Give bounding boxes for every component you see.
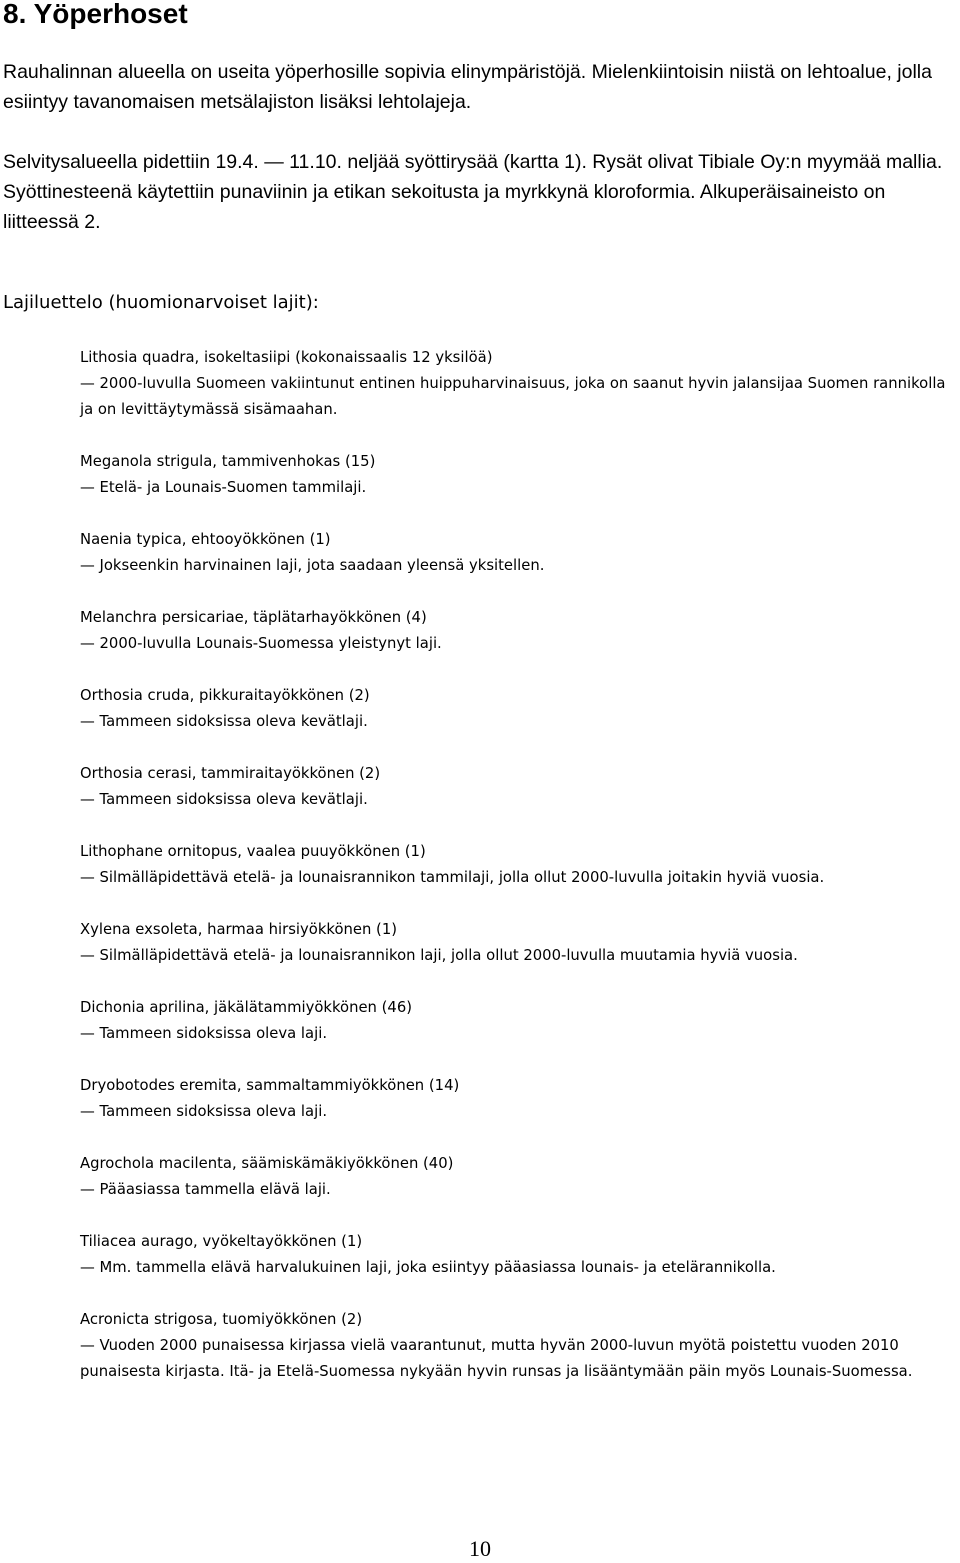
- species-name: Dryobotodes eremita, sammaltammiyökkönen (14): [80, 1077, 460, 1094]
- species-entry: [80, 1229, 956, 1281]
- species-description: — Tammeen sidoksissa oleva laji.: [80, 1103, 328, 1120]
- species-entry: [80, 527, 956, 579]
- species-name: Melanchra persicariae, täplätarhayökkönen (4): [80, 609, 427, 626]
- species-description: — Mm. tammella elävä harvalukuinen laji, joka esiintyy pääasiassa lounais- ja etelärannikolla.: [80, 1259, 776, 1276]
- species-entry: [80, 917, 956, 969]
- species-name: Xylena exsoleta, harmaa hirsiyökkönen (1): [80, 921, 398, 938]
- species-name: Orthosia cruda, pikkuraitayökkönen (2): [80, 687, 370, 704]
- species-description: — Silmälläpidettävä etelä- ja lounaisrannikon tammilaji, jolla ollut 2000-luvulla joitakin hyviä vuosia.: [80, 869, 825, 886]
- species-entry: [80, 683, 956, 735]
- species-name: Agrochola macilenta, säämiskämäkiyökkönen (40): [80, 1155, 454, 1172]
- intro-paragraph-2: Selvitysalueella pidettiin 19.4. — 11.10. neljää syöttirysää (kartta 1). Rysät olivat Tibiale Oy:n myymää mallia. Syöttinesteenä käytettiin punaviinin ja etikan sekoitusta ja myrkkynä kloroformia. Alkuperäisaineisto on liitteessä 2.: [3, 151, 943, 233]
- species-entry: [80, 605, 956, 657]
- species-name: Tiliacea aurago, vyökeltayökkönen (1): [80, 1233, 363, 1250]
- species-name: Lithosia quadra, isokeltasiipi (kokonaissaalis 12 yksilöä): [80, 349, 493, 366]
- species-description: — 2000-luvulla Lounais-Suomessa yleistynyt laji.: [80, 635, 442, 652]
- species-description: — Tammeen sidoksissa oleva laji.: [80, 1025, 328, 1042]
- species-entry: [80, 345, 956, 423]
- species-description: — Tammeen sidoksissa oleva kevätlaji.: [80, 713, 368, 730]
- species-entry: [80, 1307, 956, 1385]
- species-name: Naenia typica, ehtooyökkönen (1): [80, 531, 331, 548]
- species-name: Dichonia aprilina, jäkälätammiyökkönen (46): [80, 999, 413, 1016]
- species-entry: [80, 449, 956, 501]
- species-description: — Pääasiassa tammella elävä laji.: [80, 1181, 331, 1198]
- species-name: Lithophane ornitopus, vaalea puuyökkönen (1): [80, 843, 426, 860]
- species-entry: [80, 839, 956, 891]
- species-description: — Jokseenkin harvinainen laji, jota saadaan yleensä yksitellen.: [80, 557, 545, 574]
- species-list-heading: Lajiluettelo (huomionarvoiset lajit):: [3, 292, 319, 313]
- section-heading: 8. Yöperhoset: [3, 0, 188, 29]
- page-number: 10: [469, 1536, 491, 1561]
- species-entry: [80, 761, 956, 813]
- species-description: — Etelä- ja Lounais-Suomen tammilaji.: [80, 479, 367, 496]
- species-name: Meganola strigula, tammivenhokas (15): [80, 453, 376, 470]
- species-entry: [80, 995, 956, 1047]
- species-entry: [80, 1073, 956, 1125]
- species-name: Acronicta strigosa, tuomiyökkönen (2): [80, 1311, 363, 1328]
- species-description: — Tammeen sidoksissa oleva kevätlaji.: [80, 791, 368, 808]
- species-list: [80, 345, 956, 1411]
- species-description: — Vuoden 2000 punaisessa kirjassa vielä vaarantunut, mutta hyvän 2000-luvun myötä poistettu vuoden 2010 punaisesta kirjasta. Itä- ja Etelä-Suomessa nykyään hyvin runsas ja lisääntymään päin myös Lounais-Suomessa.: [80, 1337, 913, 1380]
- intro-text: [3, 57, 955, 237]
- species-entry: [80, 1151, 956, 1203]
- intro-paragraph-1: Rauhalinnan alueella on useita yöperhosille sopivia elinympäristöjä. Mielenkiintoisin niistä on lehtoalue, jolla esiintyy tavanomaisen metsälajiston lisäksi lehtolajeja.: [3, 61, 932, 113]
- species-name: Orthosia cerasi, tammiraitayökkönen (2): [80, 765, 381, 782]
- species-description: — Silmälläpidettävä etelä- ja lounaisrannikon laji, jolla ollut 2000-luvulla muutamia hyviä vuosia.: [80, 947, 798, 964]
- species-description: — 2000-luvulla Suomeen vakiintunut entinen huippuharvinaisuus, joka on saanut hyvin jalansijaa Suomen rannikolla ja on levittäytymässä sisämaahan.: [80, 375, 946, 418]
